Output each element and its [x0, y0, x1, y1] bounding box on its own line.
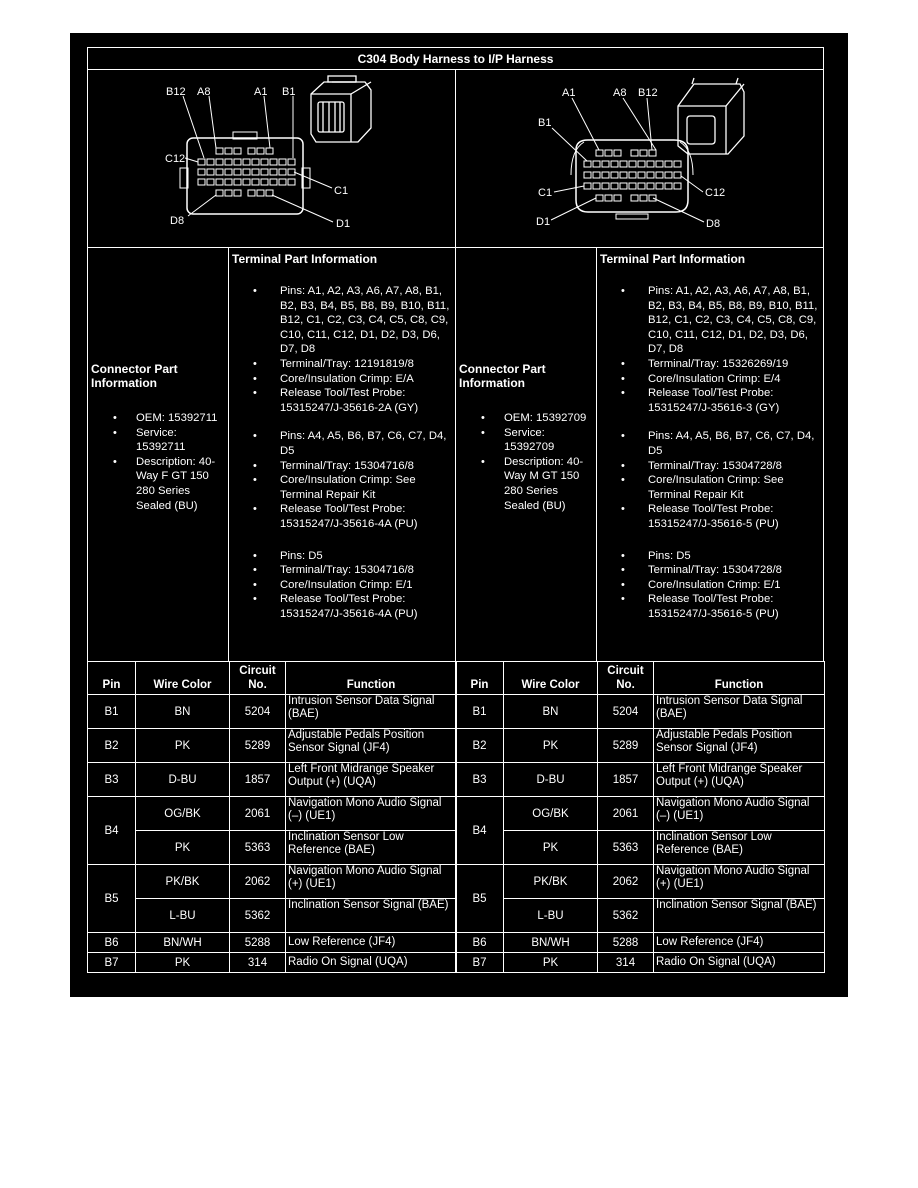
- label-d1: D1: [536, 216, 551, 228]
- circuit-cell: 5289: [230, 729, 286, 763]
- table-row: [456, 763, 825, 797]
- table-row: [456, 729, 825, 763]
- document-sheet: [70, 33, 848, 997]
- function-cell: Navigation Mono Audio Signal (–) (UE1): [654, 797, 825, 831]
- wire-color-cell: PK/BK: [504, 865, 598, 899]
- connector-part-information-title: Connector Part Information: [91, 362, 178, 390]
- function-cell: Low Reference (JF4): [286, 933, 457, 953]
- list-item: • Release Tool/Test Probe: 15315247/J-35616-4A (PU): [229, 502, 455, 531]
- wire-color-cell: OG/BK: [504, 797, 598, 831]
- list-item: • Core/Insulation Crimp: E/4: [597, 372, 823, 387]
- list-item: • Release Tool/Test Probe: 15315247/J-35616-4A (PU): [229, 592, 455, 621]
- list-item: • Pins: A4, A5, B6, B7, C6, C7, D4, D5: [597, 429, 823, 458]
- list-item: • OEM: 15392711: [88, 411, 228, 426]
- circuit-cell: 5288: [230, 933, 286, 953]
- list-item: • Core/Insulation Crimp: See Terminal Repair Kit: [229, 473, 455, 502]
- list-item: • Terminal/Tray: 15304716/8: [229, 459, 455, 474]
- header-circuit-no: Circuit No.: [598, 662, 654, 695]
- function-cell: Low Reference (JF4): [654, 933, 825, 953]
- pin-table-right: [455, 661, 825, 973]
- label-d1: D1: [336, 218, 351, 230]
- connector-end-view-table: [87, 47, 824, 975]
- function-cell: Adjustable Pedals Position Sensor Signal (JF4): [286, 729, 457, 763]
- circuit-cell: 2061: [230, 797, 286, 831]
- pin-cell: B5: [88, 865, 136, 933]
- list-item: • Terminal/Tray: 15326269/19: [597, 357, 823, 372]
- right-terminal-part-info: [596, 247, 824, 662]
- list-item: • Release Tool/Test Probe: 15315247/J-35616-3 (GY): [597, 386, 823, 415]
- pin-cell: B1: [456, 695, 504, 729]
- circuit-cell: 5363: [598, 831, 654, 865]
- table-row: [456, 831, 825, 865]
- table-row: [88, 899, 457, 933]
- left-connector-part-info: [87, 247, 229, 662]
- function-cell: Intrusion Sensor Data Signal (BAE): [286, 695, 457, 729]
- list-item: • Service: 15392709: [456, 426, 596, 455]
- list-item: • Pins: A4, A5, B6, B7, C6, C7, D4, D5: [229, 429, 455, 458]
- table-row: [456, 953, 825, 973]
- wire-color-cell: PK: [504, 953, 598, 973]
- header-wire-color: Wire Color: [136, 662, 230, 695]
- function-cell: Inclination Sensor Low Reference (BAE): [654, 831, 825, 865]
- pin-cell: B3: [456, 763, 504, 797]
- wire-color-cell: PK: [136, 729, 230, 763]
- function-cell: Navigation Mono Audio Signal (–) (UE1): [286, 797, 457, 831]
- function-cell: Navigation Mono Audio Signal (+) (UE1): [286, 865, 457, 899]
- circuit-cell: 5204: [230, 695, 286, 729]
- table-row: [88, 831, 457, 865]
- header-circuit-no: Circuit No.: [230, 662, 286, 695]
- list-item: • Terminal/Tray: 15304728/8: [597, 459, 823, 474]
- left-terminal-part-info: [228, 247, 456, 662]
- header-pin: Pin: [456, 662, 504, 695]
- wire-color-cell: BN/WH: [136, 933, 230, 953]
- pin-cell: B1: [88, 695, 136, 729]
- circuit-cell: 1857: [598, 763, 654, 797]
- list-item: • Release Tool/Test Probe: 15315247/J-35616-2A (GY): [229, 386, 455, 415]
- list-item: • Core/Insulation Crimp: See Terminal Repair Kit: [597, 473, 823, 502]
- wire-color-cell: D-BU: [504, 763, 598, 797]
- female-connector-face-diagram: [88, 70, 455, 247]
- pin-cell: B4: [88, 797, 136, 865]
- table-row: [456, 865, 825, 899]
- function-cell: Radio On Signal (UQA): [286, 953, 457, 973]
- list-item: • Description: 40-Way F GT 150 280 Series Sealed (BU): [88, 455, 228, 513]
- list-item: • Terminal/Tray: 15304716/8: [229, 563, 455, 578]
- table-row: [88, 797, 457, 831]
- circuit-cell: 2062: [598, 865, 654, 899]
- wire-color-cell: PK: [504, 729, 598, 763]
- circuit-cell: 2061: [598, 797, 654, 831]
- label-a1: A1: [562, 87, 576, 99]
- pin-cell: B7: [88, 953, 136, 973]
- table-row: [88, 695, 457, 729]
- wire-color-cell: L-BU: [136, 899, 230, 933]
- circuit-cell: 314: [230, 953, 286, 973]
- pin-cell: B6: [88, 933, 136, 953]
- table-row: [456, 933, 825, 953]
- right-connector-diagram-cell: [455, 69, 824, 248]
- label-b12: B12: [638, 87, 658, 99]
- wire-color-cell: PK/BK: [136, 865, 230, 899]
- list-item: • Core/Insulation Crimp: E/A: [229, 372, 455, 387]
- wire-color-cell: BN: [504, 695, 598, 729]
- wire-color-cell: D-BU: [136, 763, 230, 797]
- label-a8: A8: [613, 87, 627, 99]
- function-cell: Inclination Sensor Signal (BAE): [286, 899, 457, 933]
- list-item: • Pins: D5: [229, 549, 455, 564]
- pin-cell: B6: [456, 933, 504, 953]
- circuit-cell: 2062: [230, 865, 286, 899]
- list-item: • OEM: 15392709: [456, 411, 596, 426]
- list-item: • Pins: D5: [597, 549, 823, 564]
- pin-cell: B5: [456, 865, 504, 933]
- wire-color-cell: PK: [136, 831, 230, 865]
- function-cell: Adjustable Pedals Position Sensor Signal (JF4): [654, 729, 825, 763]
- circuit-cell: 5362: [230, 899, 286, 933]
- function-cell: Intrusion Sensor Data Signal (BAE): [654, 695, 825, 729]
- terminal-part-information-title: Terminal Part Information: [600, 252, 746, 266]
- wire-color-cell: L-BU: [504, 899, 598, 933]
- list-item: • Release Tool/Test Probe: 15315247/J-35616-5 (PU): [597, 592, 823, 621]
- header-function: Function: [654, 662, 825, 695]
- label-c1: C1: [538, 187, 553, 199]
- header-wire-color: Wire Color: [504, 662, 598, 695]
- list-item: • Pins: A1, A2, A3, A6, A7, A8, B1, B2, B3, B4, B5, B8, B9, B10, B11, B12, C1, C2, C3, C4, C5, C8, C9, C10, C11, C12, D1, D2, D3, D6, D7, D8: [229, 284, 455, 357]
- wire-color-cell: OG/BK: [136, 797, 230, 831]
- table-row: [88, 763, 457, 797]
- male-connector-face-diagram: [456, 70, 823, 247]
- circuit-cell: 314: [598, 953, 654, 973]
- circuit-cell: 5288: [598, 933, 654, 953]
- wire-color-cell: BN/WH: [504, 933, 598, 953]
- function-cell: Inclination Sensor Signal (BAE): [654, 899, 825, 933]
- pin-cell: B2: [456, 729, 504, 763]
- function-cell: Inclination Sensor Low Reference (BAE): [286, 831, 457, 865]
- table-row: [88, 729, 457, 763]
- list-item: • Service: 15392711: [88, 426, 228, 455]
- label-c12: C12: [165, 153, 186, 165]
- list-item: • Core/Insulation Crimp: E/1: [229, 578, 455, 593]
- list-item: • Release Tool/Test Probe: 15315247/J-35616-5 (PU): [597, 502, 823, 531]
- table-title: C304 Body Harness to I/P Harness: [87, 47, 824, 70]
- table-row: [456, 899, 825, 933]
- label-c12: C12: [705, 187, 726, 199]
- label-b1: B1: [538, 117, 552, 129]
- terminal-part-information-title: Terminal Part Information: [232, 252, 378, 266]
- table-row: [456, 695, 825, 729]
- label-d8: D8: [706, 218, 721, 230]
- list-item: • Pins: A1, A2, A3, A6, A7, A8, B1, B2, B3, B4, B5, B8, B9, B10, B11, B12, C1, C2, C3, C4, C5, C8, C9, C10, C11, C12, D1, D2, D3, D6, D7, D8: [597, 284, 823, 357]
- list-item: • Terminal/Tray: 15304728/8: [597, 563, 823, 578]
- wire-color-cell: PK: [136, 953, 230, 973]
- right-connector-part-info: [455, 247, 597, 662]
- table-row: [456, 797, 825, 831]
- table-row: [88, 865, 457, 899]
- table-row: [88, 933, 457, 953]
- label-b12: B12: [166, 86, 186, 98]
- function-cell: Left Front Midrange Speaker Output (+) (UQA): [286, 763, 457, 797]
- circuit-cell: 5363: [230, 831, 286, 865]
- table-row: [88, 953, 457, 973]
- list-item: • Core/Insulation Crimp: E/1: [597, 578, 823, 593]
- label-d8: D8: [170, 215, 185, 227]
- function-cell: Navigation Mono Audio Signal (+) (UE1): [654, 865, 825, 899]
- left-connector-diagram-cell: [87, 69, 456, 248]
- circuit-cell: 5362: [598, 899, 654, 933]
- label-c1: C1: [334, 185, 349, 197]
- header-function: Function: [286, 662, 457, 695]
- circuit-cell: 5289: [598, 729, 654, 763]
- pin-cell: B7: [456, 953, 504, 973]
- list-item: • Description: 40-Way M GT 150 280 Series Sealed (BU): [456, 455, 596, 513]
- pin-table-left: [87, 661, 457, 973]
- label-a1: A1: [254, 86, 268, 98]
- wire-color-cell: BN: [136, 695, 230, 729]
- circuit-cell: 5204: [598, 695, 654, 729]
- function-cell: Radio On Signal (UQA): [654, 953, 825, 973]
- connector-part-information-title: Connector Part Information: [459, 362, 546, 390]
- wire-color-cell: PK: [504, 831, 598, 865]
- pin-cell: B2: [88, 729, 136, 763]
- function-cell: Left Front Midrange Speaker Output (+) (UQA): [654, 763, 825, 797]
- list-item: • Terminal/Tray: 12191819/8: [229, 357, 455, 372]
- label-b1: B1: [282, 86, 296, 98]
- label-a8: A8: [197, 86, 211, 98]
- header-pin: Pin: [88, 662, 136, 695]
- pin-cell: B3: [88, 763, 136, 797]
- circuit-cell: 1857: [230, 763, 286, 797]
- pin-cell: B4: [456, 797, 504, 865]
